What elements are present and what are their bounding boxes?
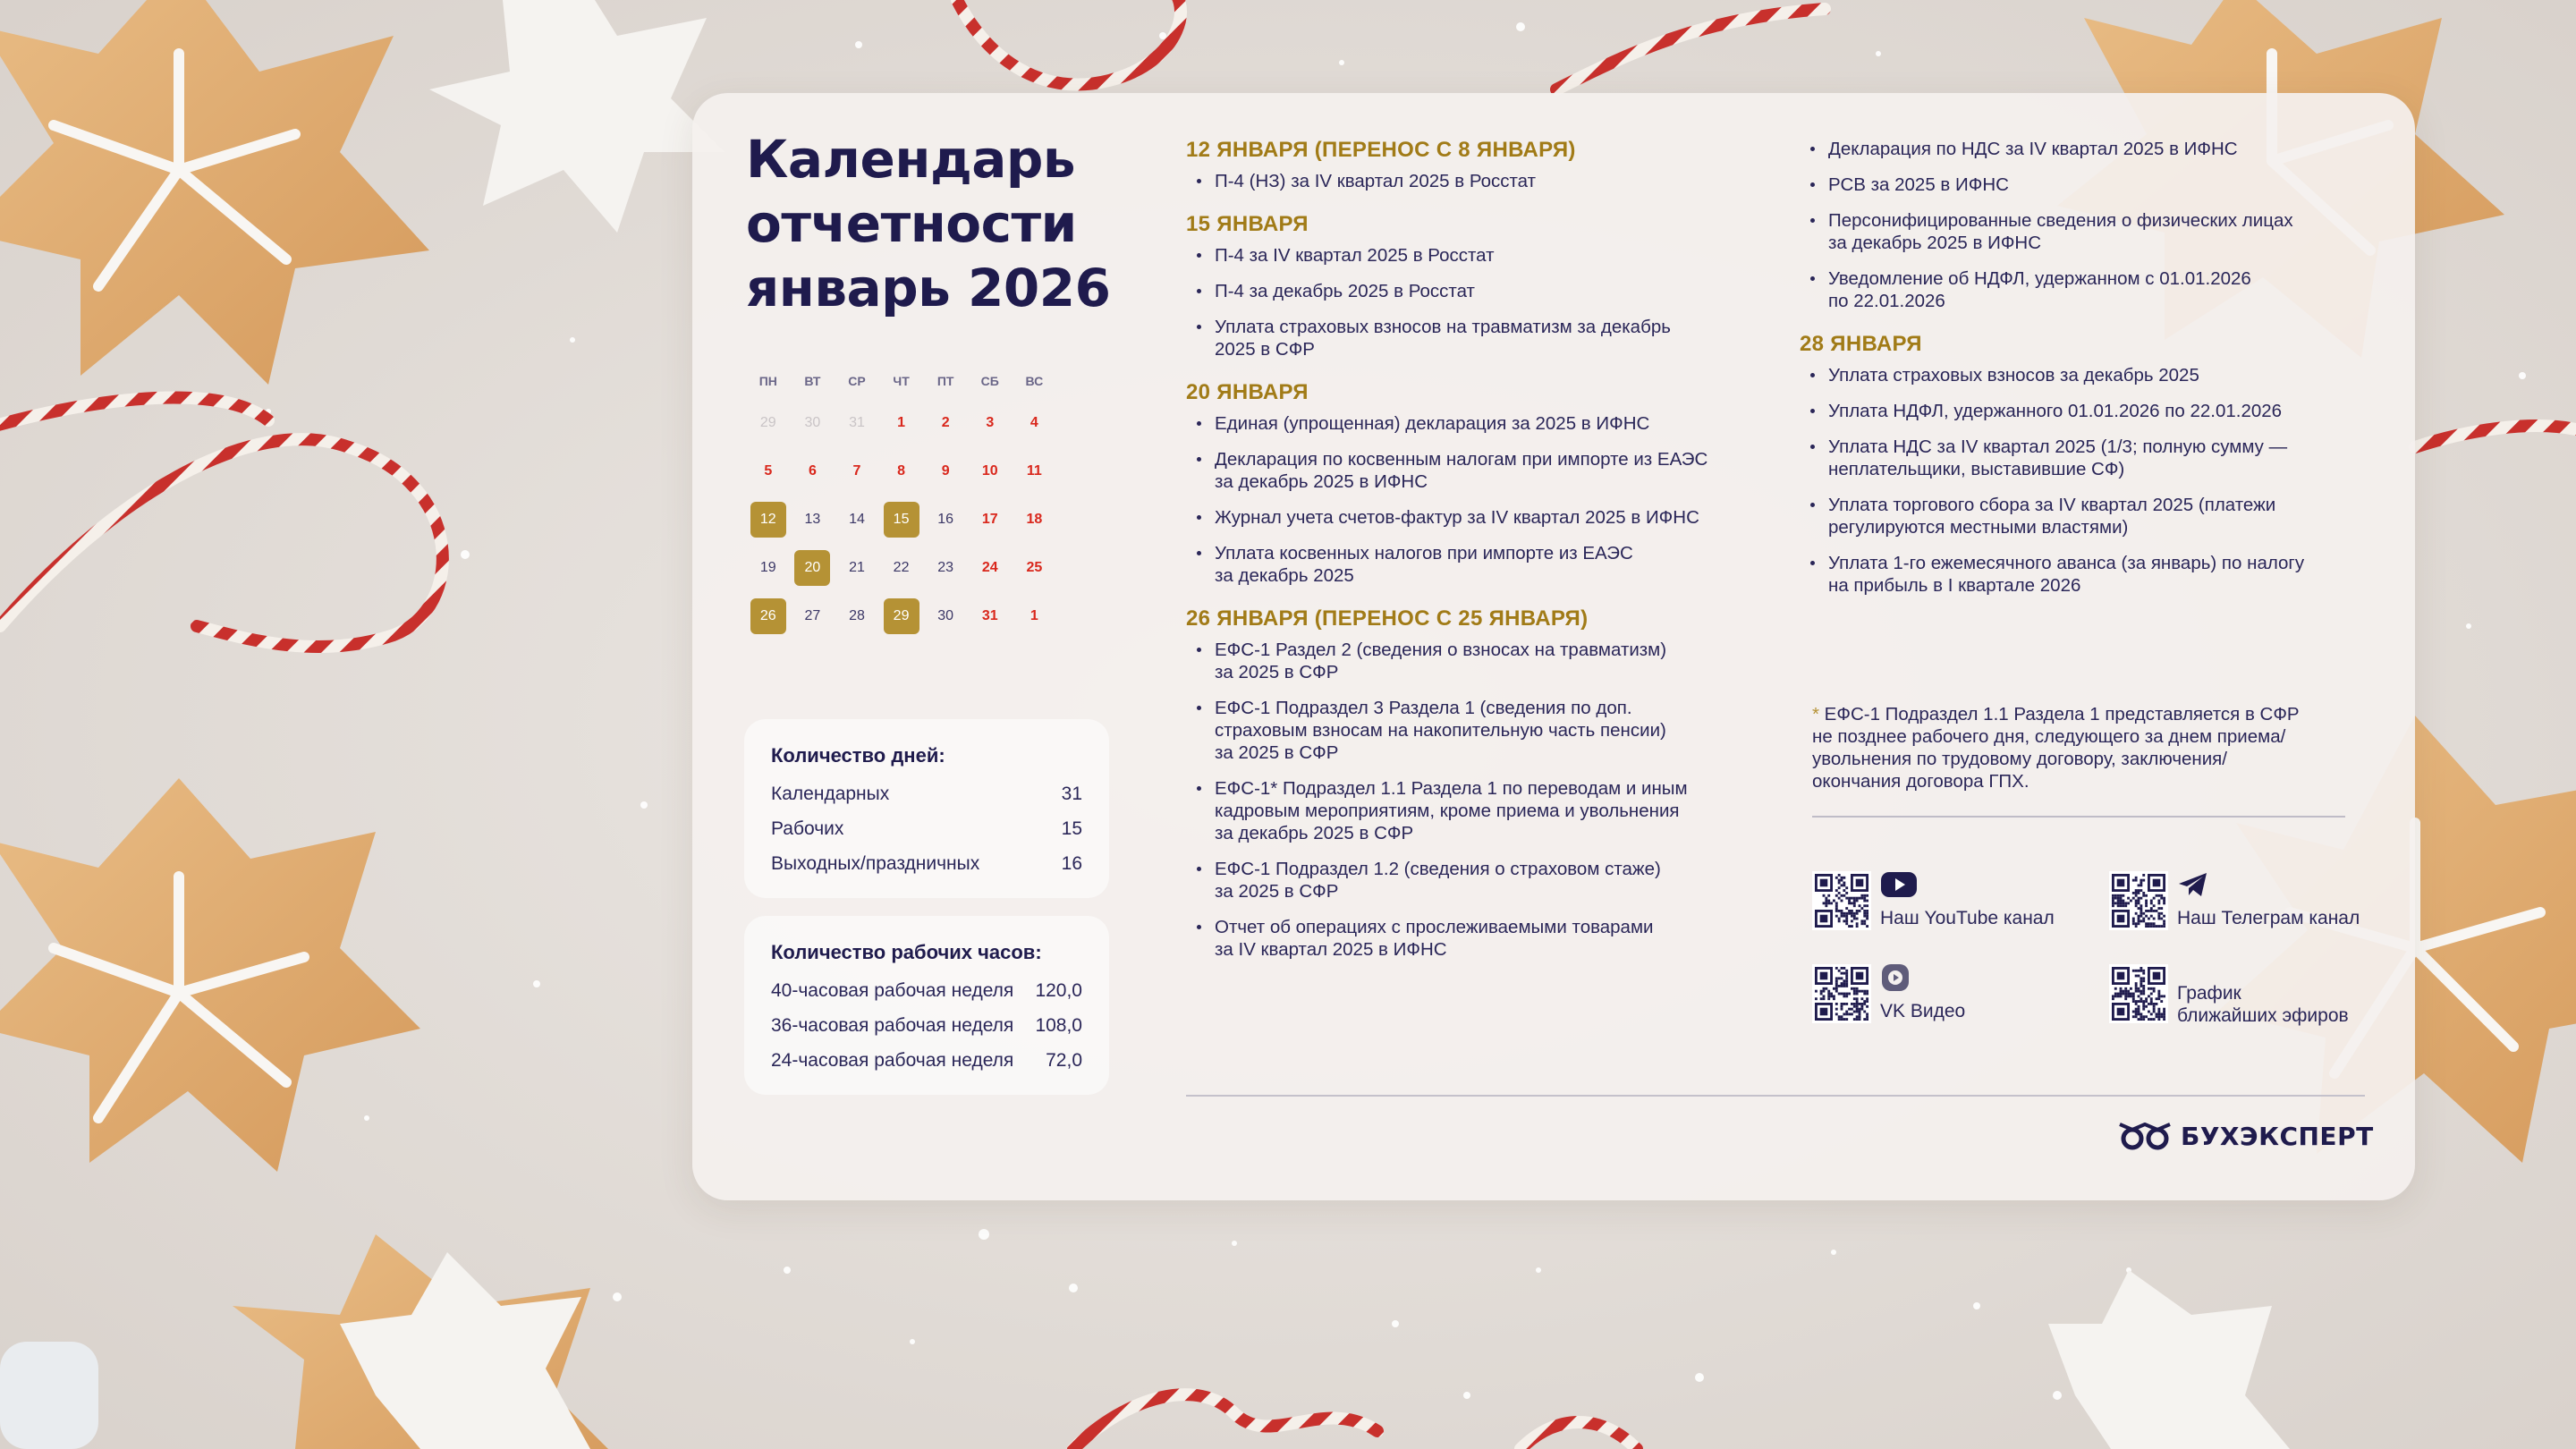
deadline-item [1186,639,1758,683]
calendar-day: 3 [986,415,995,430]
days-count-row-label: Выходных/праздничных [771,853,980,874]
days-count-row-label: Рабочих [771,818,844,839]
deadline-item [1800,552,2372,597]
deadline-date-heading: 15 ЯНВАРЯ [1186,212,1309,236]
deadline-item-text: Уплата 1-го ежемесячного аванса (за январь) по налогу на прибыль в I квартале 2026 [1828,553,2305,596]
deadline-item [1800,364,2372,386]
deadline-item [1186,170,1758,192]
calendar-day: 23 [937,560,954,575]
calendar-day: 31 [849,415,865,430]
weekday-label: СР [848,374,866,388]
deadline-item [1800,174,2372,196]
youtube-icon [1880,871,1918,898]
work-hours-row-value: 72,0 [1046,1050,1082,1071]
deadline-item [1186,506,1758,529]
footnote [1812,703,2367,792]
deadline-item-text: ЕФС-1 Подраздел 3 Раздела 1 (сведения по доп. страховым взносам на накопительную часть пенсии) за 2025 в СФР [1215,698,1666,763]
vk-video-label: VK Видео [1880,1001,1966,1021]
days-count-row-value: 31 [1061,784,1082,804]
days-count-row [771,776,1082,811]
deadline-list [1186,412,1758,587]
calendar-week-row [746,592,1104,640]
deadline-date-heading: 28 ЯНВАРЯ [1800,332,1922,356]
work-hours-row-label: 36-часовая рабочая неделя [771,1015,1014,1036]
calendar-deadline-day: 26 [750,598,786,634]
days-count-box [744,719,1109,898]
deadline-item [1186,542,1758,587]
work-hours-row [771,973,1082,1008]
deadline-group [1186,212,1758,360]
calendar-week-row [746,496,1104,544]
days-count-row-value: 15 [1061,818,1082,839]
weekday-label: ВС [1025,374,1044,388]
work-hours-row-label: 40-часовая рабочая неделя [771,980,1014,1001]
calendar-day: 6 [808,463,817,479]
deadline-item [1186,858,1758,902]
deadline-list [1186,639,1758,961]
deadline-item [1186,280,1758,302]
youtube-link[interactable] [1812,871,2055,930]
deadline-item [1800,138,2372,160]
calendar-day: 10 [981,463,998,479]
deadline-item [1800,400,2372,422]
deadline-item [1800,494,2372,538]
title-line-2: отчетности [746,193,1077,254]
work-hours-row-value: 108,0 [1035,1015,1082,1036]
weekday-label: ПТ [936,374,954,388]
deadline-item-text: Уплата торгового сбора за IV квартал 2025 (платежи регулируются местными властями) [1828,495,2276,538]
deadline-date-heading: 20 ЯНВАРЯ [1186,380,1309,404]
deadline-item [1186,697,1758,764]
deadline-item [1800,436,2372,480]
deadline-group [1186,380,1758,587]
title-line-1: Календарь [746,129,1076,190]
calendar-day: 14 [849,512,865,527]
title-line-3: январь 2026 [746,258,1111,318]
calendar-day: 2 [941,415,950,430]
brand-name: БУХЭКСПЕРТ [2181,1121,2374,1151]
deadline-item [1186,316,1758,360]
weekday-label: СБ [980,374,999,388]
deadline-list [1186,244,1758,360]
deadline-item [1186,916,1758,961]
calendar-day: 24 [981,560,998,575]
calendar-day: 1 [1030,608,1038,623]
youtube-label: Наш YouTube канал [1880,908,2055,928]
calendar-deadline-day: 15 [884,502,919,538]
brand-logo [2118,1121,2374,1151]
deadline-item-text: Уплата страховых взносов за декабрь 2025 [1828,365,2199,386]
deadline-item-text: Персонифицированные сведения о физических лицах за декабрь 2025 в ИФНС [1828,210,2293,253]
calendar-day: 9 [941,463,950,479]
calendar-day: 19 [759,560,776,575]
deadline-item [1800,209,2372,254]
deadline-item-text: Единая (упрощенная) декларация за 2025 в ИФНС [1215,413,1650,434]
footnote-divider [1812,816,2345,818]
deadlines-column-middle [1186,138,1758,980]
deadline-item [1186,448,1758,493]
deadline-item-text: Уплата НДФЛ, удержанного 01.01.2026 по 22.01.2026 [1828,401,2283,421]
work-hours-title: Количество рабочих часов: [771,941,1042,963]
days-count-row-label: Календарных [771,784,890,804]
work-hours-row [771,1008,1082,1043]
deadline-item-text: Журнал учета счетов-фактур за IV квартал 2025 в ИФНС [1215,507,1699,528]
deadline-date-heading: 26 ЯНВАРЯ (ПЕРЕНОС С 25 ЯНВАРЯ) [1186,606,1589,631]
deadline-item-text: РСВ за 2025 в ИФНС [1828,174,2009,195]
calendar-day: 18 [1026,512,1043,527]
days-count-row [771,846,1082,881]
deadline-list [1800,138,2372,312]
calendar-day: 8 [897,463,906,479]
telegram-icon [2177,871,2209,898]
calendar-day: 13 [804,512,821,527]
deadline-date-heading: 12 ЯНВАРЯ (ПЕРЕНОС С 8 ЯНВАРЯ) [1186,138,1576,162]
calendar-day: 28 [849,608,865,623]
deadline-item-text: Уплата косвенных налогов при импорте из ЕАЭС за декабрь 2025 [1215,543,1633,586]
calendar-day: 17 [981,512,998,527]
deadline-item-text: П-4 (НЗ) за IV квартал 2025 в Росстат [1215,171,1537,191]
calendar-day: 29 [759,415,776,430]
bottom-divider [1186,1095,2365,1097]
deadline-item-text: П-4 за декабрь 2025 в Росстат [1215,281,1475,301]
footnote-star: * [1812,704,1819,724]
weekday-label: ЧТ [893,374,910,388]
deadline-item-text: Отчет об операциях с прослеживаемыми товарами за IV квартал 2025 в ИФНС [1215,917,1654,960]
calendar-day: 16 [937,512,954,527]
deadline-item-text: ЕФС-1* Подраздел 1.1 Раздела 1 по переводам и иным кадровым мероприятиям, кроме приема и увольнения за декабрь 2025 в СФР [1215,778,1688,843]
report-calendar-card [692,93,2415,1200]
deadline-item-text: Декларация по косвенным налогам при импорте из ЕАЭС за декабрь 2025 в ИФНС [1215,449,1708,492]
qr-code-schedule[interactable] [2109,964,2168,1023]
days-count-row [771,811,1082,846]
deadline-group [1800,332,2372,597]
owl-eyes-logo-icon [2118,1121,2172,1151]
month-calendar [746,363,1104,640]
weekday-label: ВТ [804,374,821,388]
footnote-text: ЕФС-1 Подраздел 1.1 Раздела 1 представляется в СФР не позднее рабочего дня, следующего за днем приема/ увольнения по трудовому договору, заключения/ окончания договора ГПХ. [1812,704,2300,792]
work-hours-box [744,916,1109,1095]
calendar-day: 31 [981,608,998,623]
calendar-day: 22 [893,560,910,575]
deadline-item-text: ЕФС-1 Раздел 2 (сведения о взносах на травматизм) за 2025 в СФР [1215,640,1667,682]
deadlines-column-right [1800,138,2372,616]
calendar-week-row [746,544,1104,592]
deadline-item-text: Уплата страховых взносов на травматизм за декабрь 2025 в СФР [1215,317,1671,360]
deadline-group [1800,138,2372,312]
qr-code-vk-video[interactable] [1812,964,1871,1023]
work-hours-row-value: 120,0 [1035,980,1082,1001]
qr-code-telegram[interactable] [2109,871,2168,930]
calendar-deadline-day: 29 [884,598,919,634]
deadline-group [1186,138,1758,192]
deadline-item [1186,244,1758,267]
calendar-day: 5 [764,463,773,479]
calendar-weekday-row [746,363,1104,399]
calendar-day: 30 [804,415,821,430]
calendar-week-row [746,447,1104,496]
schedule-label: График ближайших эфиров [2177,983,2349,1026]
days-count-title: Количество дней: [771,744,945,767]
deadline-item-text: Уплата НДС за IV квартал 2025 (1/3; полную сумму — неплательщики, выставившие СФ) [1828,436,2288,479]
telegram-link[interactable] [2109,871,2360,930]
calendar-day: 30 [937,608,954,623]
deadline-item-text: ЕФС-1 Подраздел 1.2 (сведения о страховом стаже) за 2025 в СФР [1215,859,1661,902]
calendar-day: 1 [897,415,906,430]
broadcast-schedule-link[interactable] [2109,964,2349,1027]
calendar-day: 7 [852,463,861,479]
weekday-label: ПН [758,374,777,388]
deadline-item-text: П-4 за IV квартал 2025 в Росстат [1215,245,1495,266]
calendar-day: 25 [1026,560,1043,575]
work-hours-row-label: 24-часовая рабочая неделя [771,1050,1014,1071]
telegram-label: Наш Телеграм канал [2177,908,2360,928]
calendar-deadline-day: 12 [750,502,786,538]
work-hours-row [771,1043,1082,1078]
deadline-item [1800,267,2372,312]
calendar-day: 27 [804,608,821,623]
deadline-group [1186,606,1758,961]
calendar-day: 21 [849,560,865,575]
deadline-item-text: Уведомление об НДФЛ, удержанном с 01.01.2026 по 22.01.2026 [1828,268,2251,311]
vk-video-icon [1880,964,1911,991]
days-count-row-value: 16 [1061,853,1082,874]
deadline-item-text: Декларация по НДС за IV квартал 2025 в ИФНС [1828,139,2238,159]
calendar-deadline-day: 20 [794,550,830,586]
calendar-day: 4 [1030,415,1038,430]
calendar-week-row [746,399,1104,447]
vk-video-link[interactable] [1812,964,1965,1023]
calendar-day: 11 [1026,463,1042,479]
deadline-item [1186,777,1758,844]
page-title [746,127,1175,320]
deadline-list [1186,170,1758,192]
deadline-list [1800,364,2372,597]
deadline-item [1186,412,1758,435]
qr-code-youtube[interactable] [1812,871,1871,930]
